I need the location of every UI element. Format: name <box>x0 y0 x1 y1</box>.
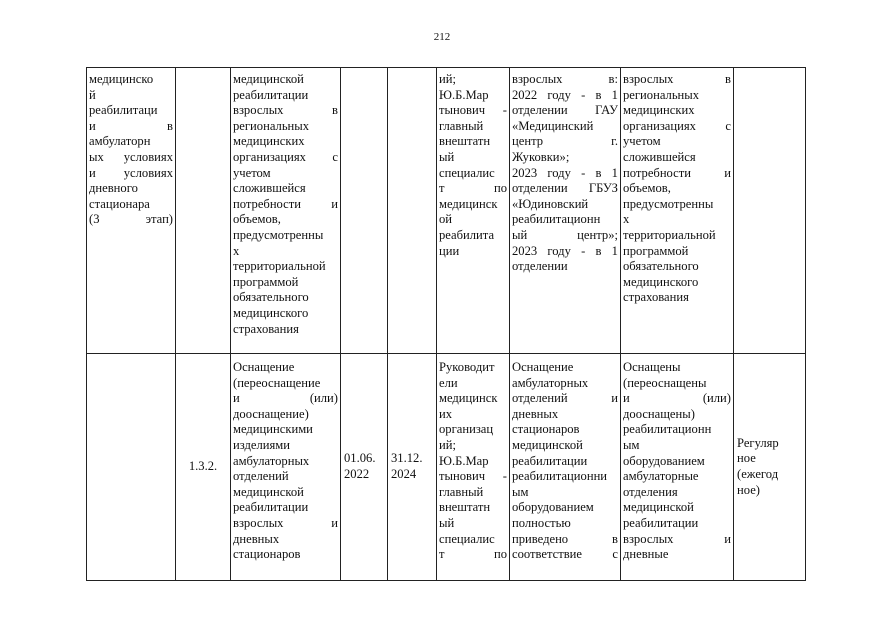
cell-line: ый <box>439 515 455 530</box>
cell-line: отделений <box>233 469 289 484</box>
cell-line: ым <box>512 484 529 499</box>
cell-line: отделений и <box>512 391 618 406</box>
cell-line: Ю.Б.Мар <box>439 87 489 102</box>
cell-line: организациях с <box>233 149 338 164</box>
cell-line: специалис <box>439 165 495 180</box>
cell-line: дневных <box>233 531 280 546</box>
column-divider <box>733 67 734 581</box>
cell-line: медицинского <box>623 274 699 289</box>
cell-line: Жуковки»; <box>512 149 570 164</box>
cell-line: программой <box>623 243 689 258</box>
row2-number-cell <box>176 354 230 580</box>
cell-line: территориальной <box>233 259 326 274</box>
cell-line: реабилитационн <box>512 212 601 227</box>
row1-activity-cell <box>233 72 338 337</box>
cell-line: объемов, <box>233 212 281 227</box>
cell-line: главный <box>439 484 484 499</box>
column-divider <box>230 67 231 581</box>
cell-line: 2024 <box>391 467 417 481</box>
row2-responsible-cell <box>439 360 507 563</box>
cell-line: амбулаторных <box>512 375 589 390</box>
cell-line: (переоснащены <box>623 375 707 390</box>
row2-indicator-cell <box>623 360 731 563</box>
cell-line: ное <box>737 451 756 466</box>
cell-line: Оснащены <box>623 360 681 374</box>
cell-line: ых условиях <box>89 149 173 164</box>
cell-line: ым <box>623 437 640 452</box>
cell-line: взрослых в: <box>512 72 618 86</box>
cell-line: амбулаторн <box>89 134 151 149</box>
table-right-border <box>805 67 806 581</box>
cell-line: и в <box>89 118 173 133</box>
cell-line: дневные <box>623 547 669 562</box>
cell-line: 01.06. <box>344 451 376 466</box>
cell-line: тынович - <box>439 469 507 484</box>
row2-start-date-cell <box>344 354 386 580</box>
cell-line: организациях с <box>623 118 731 133</box>
cell-line: сложившейся <box>233 181 306 196</box>
cell-line: ий; <box>439 72 456 86</box>
cell-line: реабилитации <box>233 87 309 102</box>
cell-line: страхования <box>623 290 689 305</box>
cell-line: дневных <box>512 406 559 421</box>
cell-line: реабилитационни <box>512 469 608 484</box>
cell-line: отделении ГАУ <box>512 103 618 118</box>
cell-line: (переоснащение <box>233 375 321 390</box>
cell-line: организац <box>439 422 494 437</box>
cell-line: страхования <box>233 321 299 336</box>
cell-line: и (или) <box>233 391 338 406</box>
cell-line: взрослых в <box>623 72 731 86</box>
cell-line: их <box>439 406 453 421</box>
column-divider <box>436 67 437 581</box>
table-bottom-border <box>86 580 806 581</box>
cell-line: (3 этап) <box>89 212 173 227</box>
cell-line: 2022 <box>344 467 370 481</box>
row2-frequency-cell <box>737 354 803 580</box>
cell-line: 2023 году - в 1 <box>512 165 618 180</box>
cell-line: и (или) <box>623 391 731 406</box>
cell-line: реабилитации <box>512 453 588 468</box>
cell-line: тынович - <box>439 103 507 118</box>
cell-line: главный <box>439 118 484 133</box>
cell-line: предусмотренны <box>623 196 714 211</box>
cell-line: региональных <box>623 87 700 102</box>
table-left-border <box>86 67 87 581</box>
cell-line: 2022 году - в 1 <box>512 87 618 102</box>
cell-line: медицинской <box>233 484 304 499</box>
cell-line: медицинских <box>623 103 695 118</box>
column-divider <box>387 67 388 581</box>
row2-activity-cell <box>233 360 338 563</box>
cell-line: внештатн <box>439 500 491 515</box>
cell-line: сложившейся <box>623 149 696 164</box>
cell-line: отделения <box>623 484 678 499</box>
table-top-border <box>86 67 806 68</box>
cell-line: учетом <box>623 134 661 149</box>
cell-line: ели <box>439 375 458 390</box>
cell-line: медицинского <box>233 305 309 320</box>
cell-line: дневного <box>89 181 138 196</box>
row1-responsible-cell <box>439 72 507 259</box>
cell-line: соответствие с <box>512 547 618 562</box>
cell-line: Руководит <box>439 360 495 374</box>
cell-line: медицинско <box>89 72 154 86</box>
cell-line: амбулаторные <box>623 469 699 484</box>
cell-line: приведено в <box>512 531 618 546</box>
cell-line: и условиях <box>89 165 173 180</box>
cell-line: медицинских <box>233 134 305 149</box>
cell-line: медицинской <box>623 500 694 515</box>
cell-line: взрослых и <box>623 531 731 546</box>
column-divider <box>620 67 621 581</box>
cell-line: взрослых в <box>233 103 338 118</box>
cell-line: оборудованием <box>512 500 594 515</box>
column-divider <box>509 67 510 581</box>
cell-line: обязательного <box>623 259 699 274</box>
cell-line: реабилитаци <box>89 103 158 118</box>
cell-line: потребности и <box>623 165 731 180</box>
cell-line: реабилита <box>439 227 495 242</box>
cell-line: оборудованием <box>623 453 705 468</box>
cell-line: предусмотренны <box>233 227 324 242</box>
cell-line: центр г. <box>512 134 618 149</box>
cell-line: программой <box>233 274 299 289</box>
cell-line: объемов, <box>623 181 671 196</box>
cell-line: й <box>89 87 96 102</box>
row1-indicator-cell <box>623 72 731 306</box>
cell-line: полностью <box>512 515 571 530</box>
cell-line: стационаров <box>512 422 580 437</box>
cell-line: амбулаторных <box>233 453 310 468</box>
cell-line: потребности и <box>233 196 338 211</box>
cell-line: отделении <box>512 259 568 274</box>
cell-line: медицинск <box>439 196 498 211</box>
cell-line: взрослых и <box>233 515 338 530</box>
cell-line: Оснащение <box>512 360 574 374</box>
cell-line: 2023 году - в 1 <box>512 243 618 258</box>
cell-line: дооснащение) <box>233 406 309 421</box>
cell-line: «Медицинский <box>512 118 594 133</box>
cell-line: медицинской <box>233 72 304 86</box>
cell-line: реабилитации <box>233 500 309 515</box>
cell-line: реабилитационн <box>623 422 712 437</box>
cell-line: медицинской <box>512 437 583 452</box>
cell-line: медицинск <box>439 391 498 406</box>
cell-line: территориальной <box>623 227 716 242</box>
cell-line: ное) <box>737 482 760 497</box>
row1-measure-cell <box>89 72 173 228</box>
cell-line: Оснащение <box>233 360 295 374</box>
cell-line: изделиями <box>233 437 291 452</box>
cell-line: отделении ГБУЗ <box>512 181 618 196</box>
cell-line: х <box>233 243 240 258</box>
cell-line: учетом <box>233 165 271 180</box>
cell-line: 31.12. <box>391 451 423 466</box>
cell-line: х <box>623 212 630 227</box>
row2-result-cell <box>512 360 618 563</box>
cell-line: ции <box>439 243 460 258</box>
cell-line: обязательного <box>233 290 309 305</box>
cell-line: стационара <box>89 196 150 211</box>
cell-line: т по <box>439 181 507 196</box>
cell-line: региональных <box>233 118 310 133</box>
cell-line: внештатн <box>439 134 491 149</box>
cell-line: дооснащены) <box>623 406 695 421</box>
document-table <box>86 67 806 581</box>
column-divider <box>340 67 341 581</box>
row2-number: 1.3.2. <box>188 459 218 474</box>
cell-line: реабилитации <box>623 515 699 530</box>
cell-line: ой <box>439 212 453 227</box>
cell-line: ый центр»; <box>512 227 618 242</box>
cell-line: стационаров <box>233 547 301 562</box>
cell-line: специалис <box>439 531 495 546</box>
cell-line: ий; <box>439 437 456 452</box>
page-number: 212 <box>433 31 451 43</box>
cell-line: Регуляр <box>737 435 779 450</box>
cell-line: (ежегод <box>737 467 779 481</box>
cell-line: «Юдиновский <box>512 196 589 211</box>
cell-line: т по <box>439 547 507 562</box>
cell-line: медицинскими <box>233 422 313 437</box>
row2-end-date-cell <box>391 354 435 580</box>
cell-line: ый <box>439 149 455 164</box>
cell-line: Ю.Б.Мар <box>439 453 489 468</box>
row1-result-cell <box>512 72 618 275</box>
